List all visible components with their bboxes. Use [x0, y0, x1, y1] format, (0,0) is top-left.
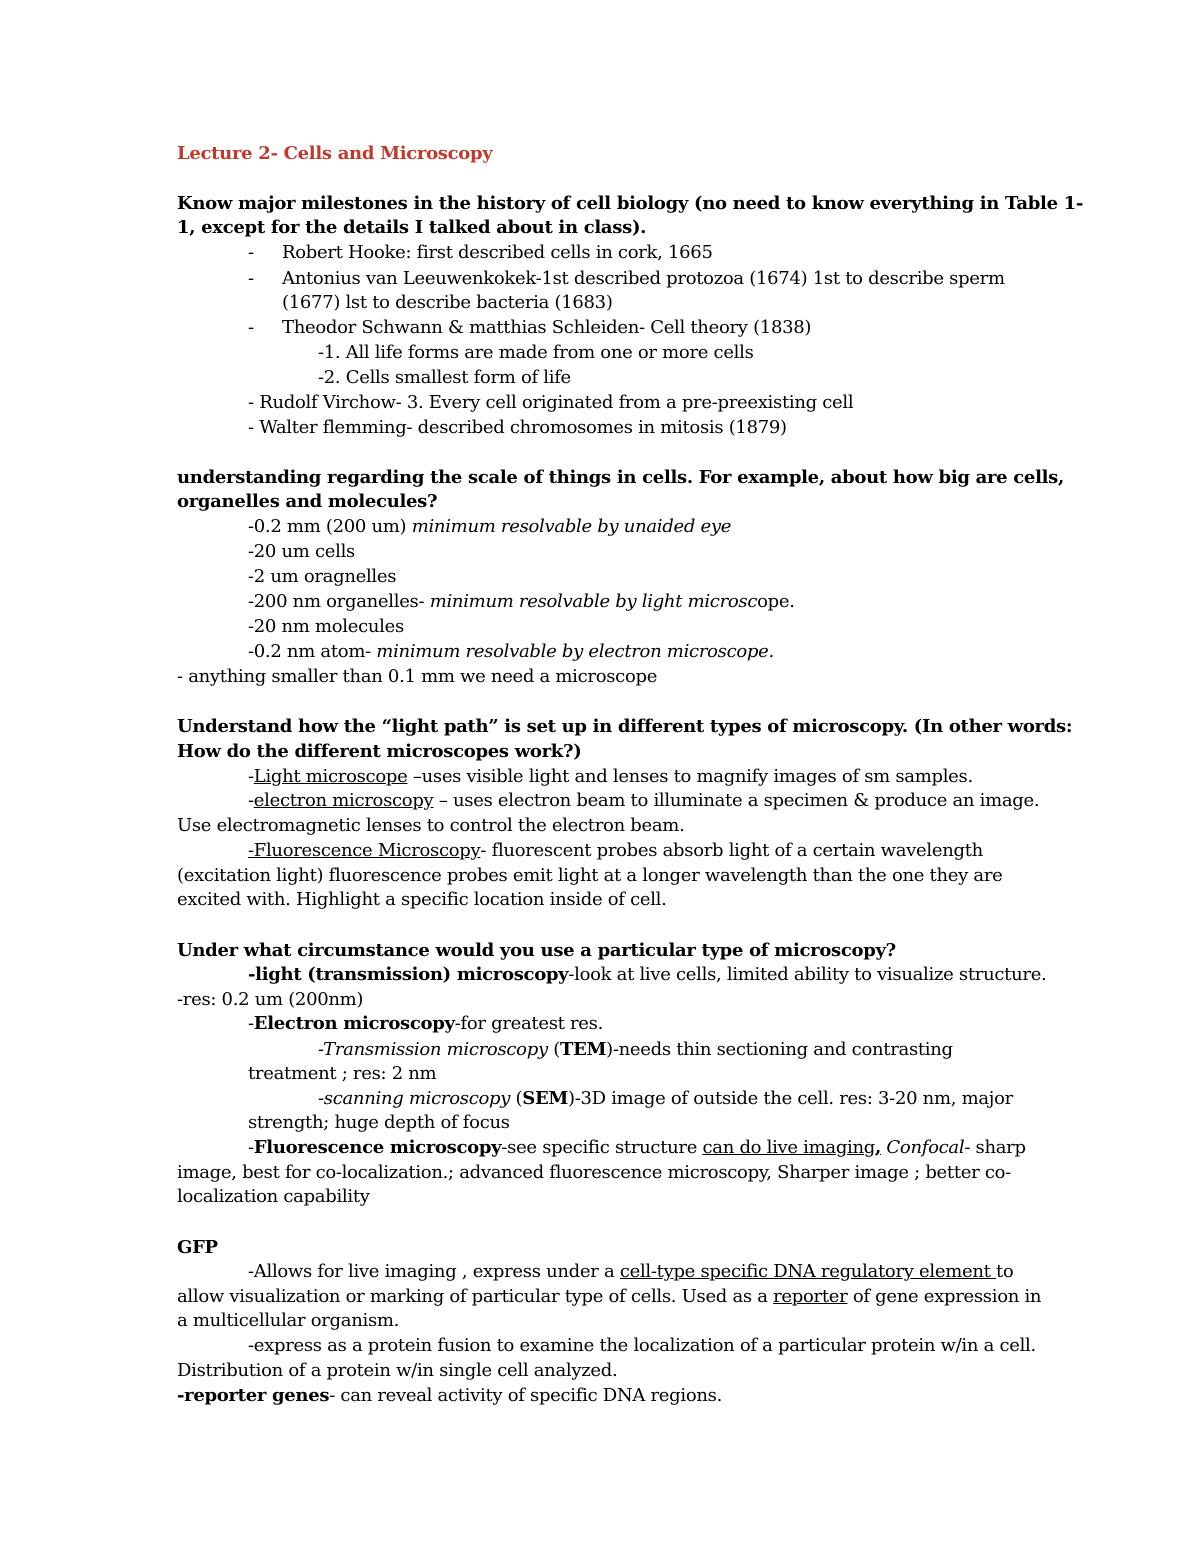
milestone-leeuwenhoek	[248, 267, 1005, 291]
dash: -	[248, 790, 254, 811]
paren: (	[547, 1039, 560, 1060]
light-microscope-term: Light microscope	[253, 766, 408, 787]
sem-use	[318, 1087, 1013, 1111]
scale-eye	[248, 515, 731, 539]
light-microscope-desc	[248, 765, 973, 789]
bullet-dash: -	[248, 242, 254, 263]
section-3-heading-line-2: How do the different microscopes work?)	[177, 741, 582, 762]
gfp-fusion-cont: Distribution of a protein w/in single cell analyzed.	[177, 1360, 618, 1381]
section-5-heading: GFP	[177, 1237, 218, 1258]
regulatory-element-term: cell-type specific DNA regulatory element	[619, 1261, 996, 1282]
fluorescence-microscopy-cont-1: (excitation light) fluorescence probes emit light at a longer wavelength than the one they are	[177, 865, 1003, 886]
tem-text: )-needs thin sectioning and contrasting	[606, 1039, 953, 1060]
dash: -	[248, 766, 254, 787]
section-4-heading: Under what circumstance would you use a particular type of microscopy?	[177, 940, 896, 961]
cell-theory-point-2: -2. Cells smallest form of life	[318, 367, 571, 388]
scale-atom-value: -0.2 nm atom-	[248, 641, 377, 662]
scale-electron-note: minimum resolvable by electron microscope.	[376, 641, 774, 662]
reporter-genes-term: -reporter genes	[177, 1385, 330, 1406]
fluorescence-term: Fluorescence microscopy	[253, 1137, 502, 1158]
gfp-reporter-end: of gene expression in	[847, 1286, 1042, 1307]
milestone-cell-theory-text: Theodor Schwann & matthias Schleiden- Cell theory (1838)	[282, 317, 812, 338]
fluorescence-microscopy-term: -Fluorescence Microscopy	[248, 840, 481, 861]
gfp-live-imaging	[248, 1260, 1013, 1284]
electron-microscopy-cont: Use electromagnetic lenses to control the electron beam.	[177, 815, 685, 836]
fluorescence-cont-1: image, best for co-localization.; advanced fluorescence microscopy, Sharper image ; better co-	[177, 1162, 1011, 1183]
electron-microscopy-text: – uses electron beam to illuminate a specimen & produce an image.	[433, 790, 1040, 811]
reporter-genes	[177, 1384, 722, 1408]
fluorescence-microscopy-text: - fluorescent probes absorb light of a certain wavelength	[480, 840, 983, 861]
fluorescence-microscopy-desc	[248, 839, 983, 863]
electron-use	[248, 1012, 603, 1036]
gfp-live-imaging-text: -Allows for live imaging , express under a	[248, 1261, 620, 1282]
light-transmission-res: -res: 0.2 um (200nm)	[177, 989, 364, 1010]
milestone-cell-theory	[248, 316, 811, 340]
section-3-heading-line-1: Understand how the “light path” is set up in different types of microscopy. (In other words:	[177, 716, 1073, 737]
scale-light-note-end: ope.	[757, 591, 795, 612]
milestone-hooke	[248, 241, 713, 265]
section-2-heading-line-1: understanding regarding the scale of things in cells. For example, about how big are cells,	[177, 467, 1064, 488]
light-transmission-text: -look at live cells, limited ability to visualize structure.	[568, 964, 1047, 985]
gfp-reporter-text: allow visualization or marking of particular type of cells. Used as a	[177, 1286, 774, 1307]
page-title: Lecture 2- Cells and Microscopy	[177, 143, 493, 164]
paren: (	[510, 1088, 523, 1109]
fluorescence-cont-2: localization capability	[177, 1186, 370, 1207]
section-1-heading-line-1: Know major milestones in the history of cell biology (no need to know everything in Table 1-	[177, 193, 1084, 214]
reporter-term: reporter	[773, 1286, 848, 1307]
scale-organelles-value: -200 nm organelles-	[248, 591, 430, 612]
milestone-leeuwenhoek-cont: (1677) lst to describe bacteria (1683)	[282, 292, 613, 313]
bullet-dash: -	[248, 268, 254, 289]
comma: ,	[875, 1137, 882, 1158]
confocal-text: - sharp	[964, 1137, 1026, 1158]
dash: -	[248, 1013, 254, 1034]
gfp-live-imaging-end: to	[996, 1261, 1014, 1282]
confocal-term: Confocal	[881, 1137, 965, 1158]
reporter-genes-text: - can reveal activity of specific DNA regions.	[329, 1385, 723, 1406]
scale-eye-note: minimum resolvable by unaided eye	[411, 516, 732, 537]
dash: -	[248, 1137, 254, 1158]
fluorescence-microscopy-cont-2: excited with. Highlight a specific location inside of cell.	[177, 889, 667, 910]
scale-organelles-200nm	[248, 590, 795, 614]
milestone-virchow: - Rudolf Virchow- 3. Every cell originated from a pre-preexisting cell	[248, 392, 854, 413]
electron-text: -for greatest res.	[454, 1013, 604, 1034]
light-transmission-use	[248, 963, 1046, 987]
tem-term: -Transmission microscopy	[318, 1039, 548, 1060]
milestone-hooke-text: Robert Hooke: first described cells in cork, 1665	[282, 242, 713, 263]
section-1-heading-line-2: 1, except for the details I talked about in class).	[177, 217, 647, 238]
sem-cont: strength; huge depth of focus	[248, 1112, 510, 1133]
gfp-reporter-cont: a multicellular organism.	[177, 1310, 400, 1331]
scale-cells: -20 um cells	[248, 541, 355, 562]
sem-abbrev: SEM	[522, 1088, 569, 1109]
live-imaging-term: can do live imaging	[702, 1137, 876, 1158]
scale-atom	[248, 640, 774, 664]
milestone-flemming: - Walter flemming- described chromosomes in mitosis (1879)	[248, 417, 787, 438]
gfp-fusion: -express as a protein fusion to examine the localization of a particular protein w/in a cell.	[248, 1335, 1036, 1356]
fluorescence-use	[248, 1136, 1026, 1160]
scale-eye-value: -0.2 mm (200 um)	[248, 516, 412, 537]
milestone-leeuwenhoek-text: Antonius van Leeuwenkokek-1st described protozoa (1674) 1st to describe sperm	[282, 268, 1005, 289]
light-transmission-term: -light (transmission) microscopy	[248, 964, 569, 985]
scale-organelles-2um: -2 um oragnelles	[248, 566, 397, 587]
cell-theory-point-1: -1. All life forms are made from one or more cells	[318, 342, 754, 363]
gfp-reporter	[177, 1285, 1041, 1309]
electron-microscopy-desc	[248, 789, 1039, 813]
scale-microscope-note: - anything smaller than 0.1 mm we need a microscope	[177, 666, 658, 687]
sem-term: -scanning microscopy	[318, 1088, 511, 1109]
light-microscope-text: –uses visible light and lenses to magnify images of sm samples.	[407, 766, 973, 787]
scale-light-note: minimum resolvable by light microsc	[429, 591, 758, 612]
scale-molecules: -20 nm molecules	[248, 616, 404, 637]
electron-term: Electron microscopy	[253, 1013, 455, 1034]
bullet-dash: -	[248, 317, 254, 338]
fluorescence-text: -see specific structure	[501, 1137, 703, 1158]
electron-microscopy-term: electron microscopy	[253, 790, 434, 811]
tem-cont: treatment ; res: 2 nm	[248, 1063, 437, 1084]
section-2-heading-line-2: organelles and molecules?	[177, 491, 438, 512]
tem-abbrev: TEM	[559, 1039, 607, 1060]
tem-use	[318, 1038, 953, 1062]
sem-text: )-3D image of outside the cell. res: 3-20 nm, major	[568, 1088, 1013, 1109]
